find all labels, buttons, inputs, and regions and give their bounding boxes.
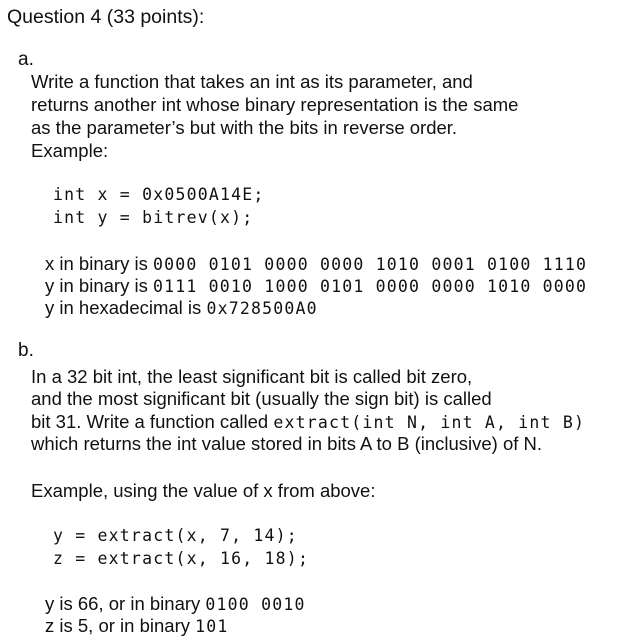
result-y-text: y is 66, or in binary [45,593,206,614]
result-z-binary: 101 [195,617,229,636]
part-a-label: a. [18,49,34,70]
y-binary-line [45,275,587,298]
part-a-text-line-1: Write a function that takes an int as its parameter, and [31,71,473,92]
x-binary-prefix: x in binary is [45,253,153,274]
y-hex-prefix: y in hexadecimal is [45,297,207,318]
extract-signature: extract(int N, int A, int B) [273,413,586,432]
result-y-line [45,593,306,616]
x-binary-line [45,253,587,276]
question-heading: Question 4 (33 points): [7,6,205,28]
y-binary-prefix: y in binary is [45,275,153,296]
part-b-code-line-1: y = extract(x, 7, 14); [53,526,298,545]
x-binary-value: 0000 0101 0000 0000 1010 0001 0100 1110 [152,255,588,274]
part-b-text-line-1: In a 32 bit int, the least significant bit is called bit zero, [31,366,473,387]
y-hex-line [45,297,318,320]
y-hex-value: 0x728500A0 [206,299,318,318]
part-b-text-line-3 [31,411,585,434]
part-b-example-intro: Example, using the value of x from above: [31,480,376,501]
part-b-label: b. [18,340,34,361]
part-b-line3-text: bit 31. Write a function called [31,411,274,432]
result-z-line [45,615,229,638]
part-a-text-line-2: returns another int whose binary representation is the same [31,94,519,115]
part-a-example-label: Example: [31,140,109,161]
part-a-code-line-2: int y = bitrev(x); [53,208,254,227]
part-a-code-line-1: int x = 0x0500A14E; [53,185,265,204]
result-z-text: z is 5, or in binary [45,615,196,636]
part-a-text-line-3: as the parameter’s but with the bits in reverse order. [31,117,458,138]
y-binary-value: 0111 0010 1000 0101 0000 0000 1010 0000 [152,277,588,296]
result-y-binary: 0100 0010 [205,595,306,614]
part-b-code-line-2: z = extract(x, 16, 18); [53,549,310,568]
part-b-text-line-2: and the most significant bit (usually the sign bit) is called [31,388,492,409]
part-b-text-line-4: which returns the int value stored in bits A to B (inclusive) of N. [31,433,543,454]
